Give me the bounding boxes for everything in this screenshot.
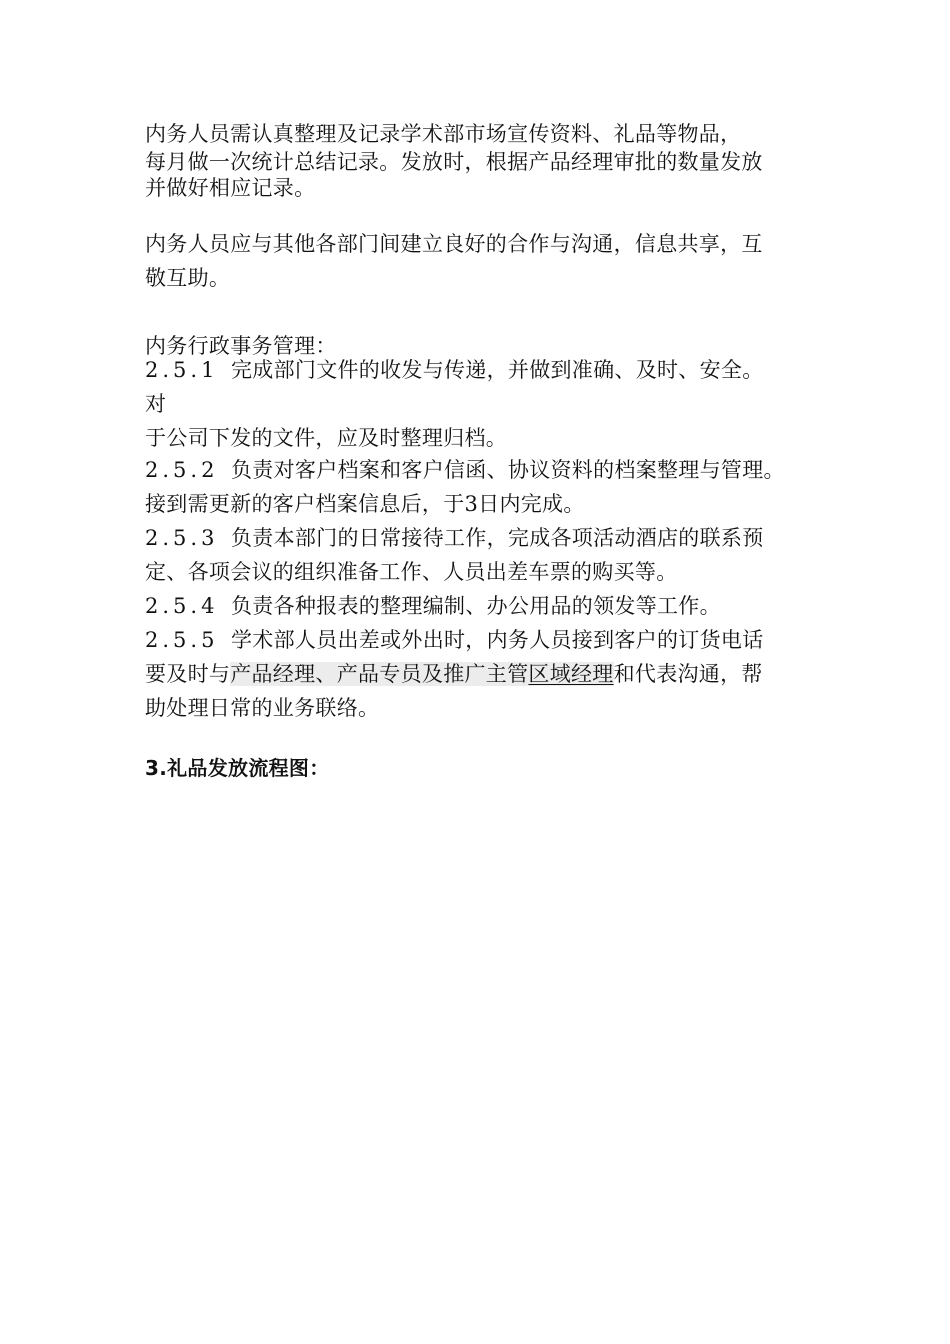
item-text: 完成部门文件的收发与传递，并做到准确、及时、安全。 bbox=[231, 358, 764, 382]
item-number: 2.5.4 bbox=[145, 594, 219, 618]
text-run: 和代表沟通，帮 bbox=[613, 662, 763, 686]
item-text: 负责对客户档案和客户信函、协议资料的档案整理与管理。 bbox=[231, 458, 785, 482]
list-item-2-5-5 bbox=[145, 626, 764, 654]
highlighted-text: 产品经理、产品专员及推广主管 bbox=[230, 662, 529, 686]
section-title-admin: 内务行政事务管理： bbox=[145, 334, 337, 358]
underlined-text: 区域经理 bbox=[528, 662, 614, 686]
list-item-2-5-1 bbox=[145, 356, 764, 384]
paragraph-1-line-2: 每月做一次统计总结记录。发放时，根据产品经理审批的数量发放 bbox=[145, 150, 763, 174]
list-item-2-5-3 bbox=[145, 524, 764, 552]
item-number: 2.5.1 bbox=[145, 358, 219, 382]
item-number: 2.5.2 bbox=[145, 458, 219, 482]
list-item-2-5-5-line-2 bbox=[145, 660, 763, 688]
list-item-2-5-1-line-2: 对 bbox=[145, 392, 167, 416]
list-item-2-5-2-line-2: 接到需更新的客户档案信息后，于3日内完成。 bbox=[145, 492, 585, 516]
text-run: 要及时与 bbox=[145, 662, 231, 686]
list-item-2-5-5-line-3: 助处理日常的业务联络。 bbox=[145, 696, 380, 720]
section-3-heading: 3.礼品发放流程图： bbox=[145, 756, 330, 780]
list-item-2-5-4 bbox=[145, 592, 721, 620]
paragraph-1-line-1: 内务人员需认真整理及记录学术部市场宣传资料、礼品等物品， bbox=[145, 122, 742, 146]
item-text: 学术部人员出差或外出时，内务人员接到客户的订货电话 bbox=[231, 628, 764, 652]
paragraph-2-line-1: 内务人员应与其他各部门间建立良好的合作与沟通，信息共享，互 bbox=[145, 232, 763, 256]
item-text: 负责本部门的日常接待工作，完成各项活动酒店的联系预 bbox=[231, 526, 764, 550]
item-number: 2.5.5 bbox=[145, 628, 219, 652]
list-item-2-5-1-line-3: 于公司下发的文件，应及时整理归档。 bbox=[145, 426, 508, 450]
item-text: 负责各种报表的整理编制、办公用品的领发等工作。 bbox=[231, 594, 721, 618]
paragraph-1-line-3: 并做好相应记录。 bbox=[145, 176, 316, 200]
item-number: 2.5.3 bbox=[145, 526, 219, 550]
list-item-2-5-3-line-2: 定、各项会议的组织准备工作、人员出差车票的购买等。 bbox=[145, 560, 678, 584]
list-item-2-5-2 bbox=[145, 456, 785, 484]
paragraph-2-line-2: 敬互助。 bbox=[145, 266, 231, 290]
